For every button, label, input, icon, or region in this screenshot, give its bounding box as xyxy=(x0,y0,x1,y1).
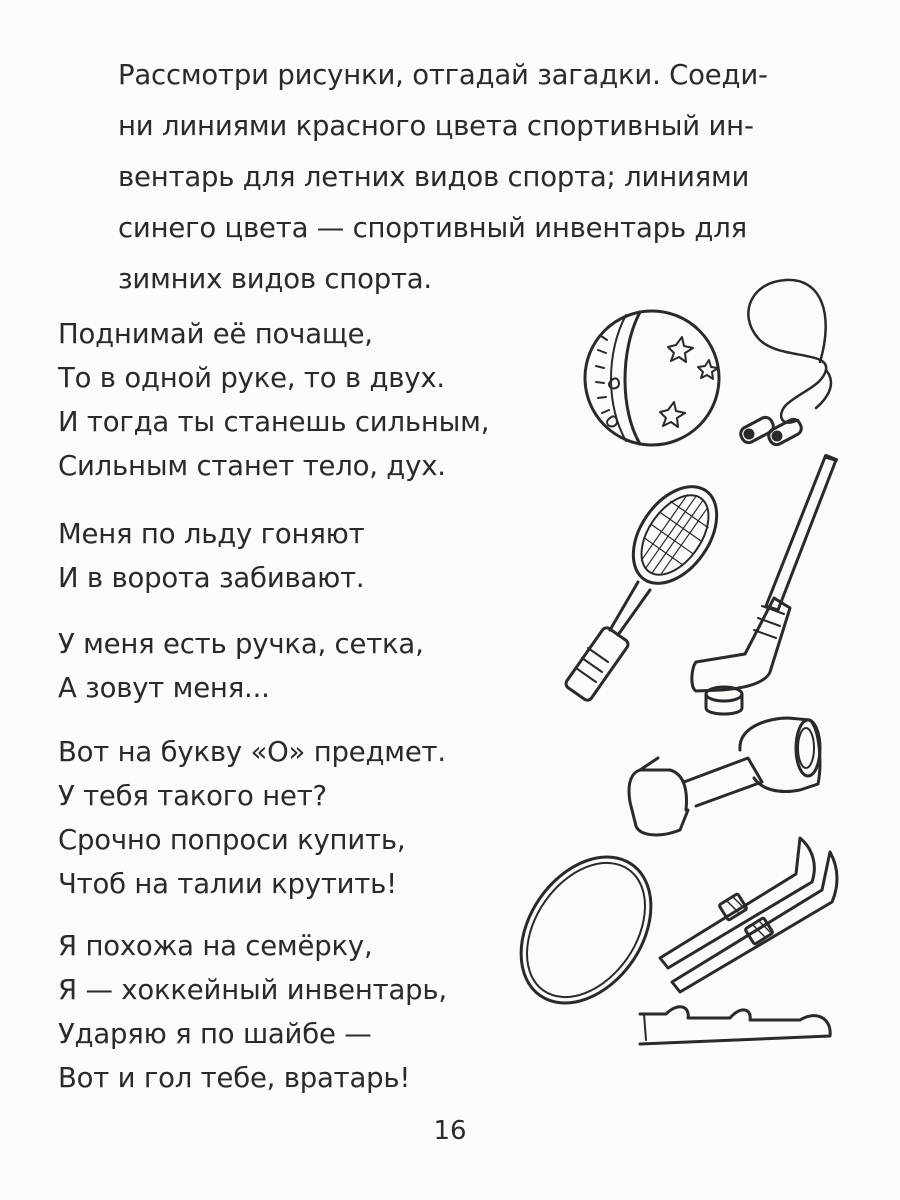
skis-icon xyxy=(660,838,837,992)
riddle-line: Ударяю я по шайбе — xyxy=(58,1018,372,1050)
instruction-line: синего цвета — спортивный инвентарь для xyxy=(118,212,747,244)
instruction-line: вентарь для летних видов спорта; линиями xyxy=(118,161,750,193)
riddle-line: Меня по льду гоняют xyxy=(58,518,365,550)
riddle-line: У меня есть ручка, сетка, xyxy=(58,628,424,660)
dumbbell-icon xyxy=(629,718,820,835)
riddle-hockey-stick xyxy=(58,924,447,1100)
riddle-line: Срочно попроси купить, xyxy=(58,824,406,856)
riddle-line: Сильным станет тело, дух. xyxy=(58,450,446,482)
riddle-puck xyxy=(58,512,364,600)
hula-hoop-icon xyxy=(500,832,678,1027)
instruction-line: зимних видов спорта. xyxy=(118,263,432,295)
instruction-line: ни линиями красного цвета спортивный ин- xyxy=(118,110,754,142)
riddle-line: Чтоб на талии крутить! xyxy=(58,868,397,900)
riddle-line: Вот и гол тебе, вратарь! xyxy=(58,1062,411,1094)
riddle-line: То в одной руке, то в двух. xyxy=(58,362,445,394)
riddle-hoop xyxy=(58,730,446,906)
page-number: 16 xyxy=(433,1116,467,1146)
riddle-line: Я похожа на семёрку, xyxy=(58,930,373,962)
instruction-line: Рассмотри рисунки, отгадай загадки. Соеди- xyxy=(118,59,768,91)
riddle-line: Поднимай её почаще, xyxy=(58,318,373,350)
riddle-line: У тебя такого нет? xyxy=(58,780,327,812)
riddle-dumbbell xyxy=(58,312,489,488)
hockey-stick-icon xyxy=(692,456,836,691)
tennis-racket-icon xyxy=(564,471,734,702)
riddle-line: И тогда ты станешь сильным, xyxy=(58,406,490,438)
riddle-line: А зовут меня... xyxy=(58,672,270,704)
riddle-line: Я — хоккейный инвентарь, xyxy=(58,974,447,1006)
jump-rope-icon xyxy=(738,280,831,447)
riddle-line: И в ворота забивают. xyxy=(58,562,365,594)
riddle-racket xyxy=(58,622,424,710)
illustrations xyxy=(500,270,860,1050)
medicine-ball-icon xyxy=(585,311,719,445)
riddle-line: Вот на букву «О» предмет. xyxy=(58,736,446,768)
task-instruction xyxy=(118,50,798,305)
skate-blades-icon xyxy=(640,1007,837,1050)
